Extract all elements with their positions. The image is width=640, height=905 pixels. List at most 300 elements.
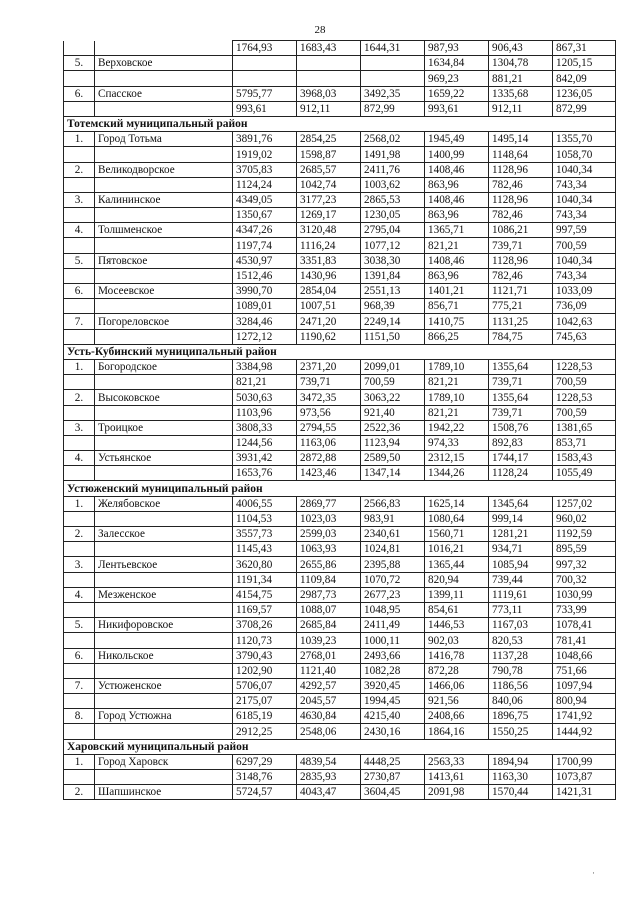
district-header-row — [64, 344, 616, 359]
tariff-value: 1104,53 — [233, 511, 297, 526]
tariff-value: 2869,77 — [297, 496, 361, 511]
row-number: 2. — [64, 390, 95, 405]
table-row — [64, 754, 616, 769]
tariff-value: 3472,35 — [297, 390, 361, 405]
table-row — [64, 56, 616, 71]
row-number: 7. — [64, 314, 95, 329]
tariff-value: 3790,43 — [233, 648, 297, 663]
tariff-value: 1097,94 — [553, 678, 616, 693]
tariff-value: 1381,65 — [553, 420, 616, 435]
tariff-value: 1335,68 — [489, 86, 553, 101]
tariff-value: 1089,01 — [233, 299, 297, 314]
tariff-value: 921,40 — [361, 405, 425, 420]
tariff-value: 1444,92 — [553, 724, 616, 739]
tariff-value: 751,66 — [553, 663, 616, 678]
table-row — [64, 420, 616, 435]
tariff-value: 2430,16 — [361, 724, 425, 739]
tariff-value: 934,71 — [489, 542, 553, 557]
tariff-value: 4839,54 — [297, 754, 361, 769]
tariff-value: 867,31 — [553, 41, 616, 56]
row-number — [64, 724, 95, 739]
tariff-value: 2371,20 — [297, 359, 361, 374]
settlement-name: Никифоровское — [95, 618, 233, 633]
tariff-value: 973,56 — [297, 405, 361, 420]
tariff-value: 700,32 — [553, 572, 616, 587]
tariff-value: 1683,43 — [297, 41, 361, 56]
tariff-value: 1103,96 — [233, 405, 297, 420]
tariff-value: 773,11 — [489, 602, 553, 617]
tariff-value: 856,71 — [425, 299, 489, 314]
tariff-value: 2566,83 — [361, 496, 425, 511]
table-row — [64, 208, 616, 223]
tariff-value: 1078,41 — [553, 618, 616, 633]
tariff-value: 987,93 — [425, 41, 489, 56]
settlement-name — [95, 71, 233, 86]
tariff-value: 3120,48 — [297, 223, 361, 238]
tariff-value: 700,59 — [553, 238, 616, 253]
tariff-value: 1257,02 — [553, 496, 616, 511]
tariff-value: 2175,07 — [233, 694, 297, 709]
tariff-value: 782,46 — [489, 208, 553, 223]
tariff-value: 3620,80 — [233, 557, 297, 572]
tariff-value: 1073,87 — [553, 770, 616, 785]
tariff-value: 1058,70 — [553, 147, 616, 162]
tariff-value: 1653,76 — [233, 466, 297, 481]
tariff-value: 993,61 — [233, 101, 297, 116]
table-row — [64, 147, 616, 162]
tariff-value: 1109,84 — [297, 572, 361, 587]
tariff-value: 781,41 — [553, 633, 616, 648]
table-row — [64, 268, 616, 283]
tariff-value: 2548,06 — [297, 724, 361, 739]
tariff-value — [233, 56, 297, 71]
tariff-value: 881,21 — [489, 71, 553, 86]
tariff-value: 1124,24 — [233, 177, 297, 192]
row-number: 2. — [64, 785, 95, 800]
row-number: 3. — [64, 420, 95, 435]
tariff-value: 1659,22 — [425, 86, 489, 101]
tariff-value: 1894,94 — [489, 754, 553, 769]
tariff-value: 1355,64 — [489, 359, 553, 374]
tariff-value: 2865,53 — [361, 192, 425, 207]
tariff-value: 1741,92 — [553, 709, 616, 724]
settlement-name: Никольское — [95, 648, 233, 663]
tariff-value: 1024,81 — [361, 542, 425, 557]
table-row — [64, 253, 616, 268]
tariff-value: 1048,95 — [361, 602, 425, 617]
tariff-value: 821,21 — [425, 375, 489, 390]
tariff-value: 4448,25 — [361, 754, 425, 769]
tariff-value: 1399,11 — [425, 587, 489, 602]
tariff-value: 1416,78 — [425, 648, 489, 663]
tariff-value: 1304,78 — [489, 56, 553, 71]
tariff-value: 3990,70 — [233, 284, 297, 299]
settlement-name — [95, 405, 233, 420]
tariff-value: 782,46 — [489, 177, 553, 192]
tariff-value: 1408,46 — [425, 192, 489, 207]
settlement-name: Мосеевское — [95, 284, 233, 299]
tariff-value: 1413,61 — [425, 770, 489, 785]
table-row — [64, 405, 616, 420]
row-number: 1. — [64, 359, 95, 374]
tariff-value: 1269,17 — [297, 208, 361, 223]
table-row — [64, 359, 616, 374]
tariff-value: 866,25 — [425, 329, 489, 344]
tariff-value: 1864,16 — [425, 724, 489, 739]
tariff-value: 921,56 — [425, 694, 489, 709]
table-row — [64, 618, 616, 633]
settlement-name — [95, 208, 233, 223]
tariff-value: 4292,57 — [297, 678, 361, 693]
tariff-value: 2522,36 — [361, 420, 425, 435]
settlement-name — [95, 329, 233, 344]
tariff-value: 2249,14 — [361, 314, 425, 329]
tariff-value: 739,71 — [489, 405, 553, 420]
settlement-name: Пятовское — [95, 253, 233, 268]
tariff-value: 2677,23 — [361, 587, 425, 602]
tariff-value: 2685,84 — [297, 618, 361, 633]
table-row — [64, 557, 616, 572]
tariff-value: 1244,56 — [233, 435, 297, 450]
tariff-value: 2340,61 — [361, 527, 425, 542]
tariff-value: 3891,76 — [233, 132, 297, 147]
tariff-value: 3968,03 — [297, 86, 361, 101]
tariff-value: 1137,28 — [489, 648, 553, 663]
tariff-value: 1789,10 — [425, 390, 489, 405]
tariff-value: 2912,25 — [233, 724, 297, 739]
tariff-value: 4006,55 — [233, 496, 297, 511]
tariff-value: 1634,84 — [425, 56, 489, 71]
tariff-value: 3063,22 — [361, 390, 425, 405]
settlement-name: Город Устюжна — [95, 709, 233, 724]
tariff-value: 3038,30 — [361, 253, 425, 268]
tariff-value: 2395,88 — [361, 557, 425, 572]
tariff-value: 1055,49 — [553, 466, 616, 481]
settlement-name — [95, 724, 233, 739]
tariff-value: 912,11 — [489, 101, 553, 116]
settlement-name — [95, 542, 233, 557]
settlement-name — [95, 177, 233, 192]
settlement-name: Верховское — [95, 56, 233, 71]
table-row — [64, 192, 616, 207]
row-number — [64, 405, 95, 420]
tariff-value: 739,71 — [489, 238, 553, 253]
tariff-value: 3384,98 — [233, 359, 297, 374]
row-number — [64, 663, 95, 678]
tariff-value: 743,34 — [553, 177, 616, 192]
settlement-name: Лентьевское — [95, 557, 233, 572]
tariff-value: 1495,14 — [489, 132, 553, 147]
row-number — [64, 268, 95, 283]
tariff-value — [297, 56, 361, 71]
tariff-value: 1508,76 — [489, 420, 553, 435]
tariff-value: 872,99 — [553, 101, 616, 116]
row-number: 3. — [64, 192, 95, 207]
tariff-value: 700,59 — [553, 405, 616, 420]
tariff-value: 4347,26 — [233, 223, 297, 238]
tariff-value: 912,11 — [297, 101, 361, 116]
tariff-value: 743,34 — [553, 208, 616, 223]
tariff-value: 784,75 — [489, 329, 553, 344]
tariff-value: 863,96 — [425, 177, 489, 192]
settlement-name: Устьянское — [95, 451, 233, 466]
table-row — [64, 177, 616, 192]
tariff-value: 2685,57 — [297, 162, 361, 177]
tariff-value: 1491,98 — [361, 147, 425, 162]
tariff-value: 1003,62 — [361, 177, 425, 192]
row-number — [64, 602, 95, 617]
tariff-value: 1421,31 — [553, 785, 616, 800]
tariff-value: 1355,64 — [489, 390, 553, 405]
tariff-value: 2493,66 — [361, 648, 425, 663]
tariff-value: 840,06 — [489, 694, 553, 709]
tariff-value: 3148,76 — [233, 770, 297, 785]
tariff-value: 2854,25 — [297, 132, 361, 147]
tariff-value: 974,33 — [425, 435, 489, 450]
tariff-value: 1942,22 — [425, 420, 489, 435]
tariff-value: 2794,55 — [297, 420, 361, 435]
tariff-value: 1042,63 — [553, 314, 616, 329]
settlement-name: Великодворское — [95, 162, 233, 177]
tariff-value: 999,14 — [489, 511, 553, 526]
district-title: Устюженский муниципальный район — [64, 481, 616, 496]
tariff-value: 1919,02 — [233, 147, 297, 162]
tariff-value: 854,61 — [425, 602, 489, 617]
settlement-name — [95, 572, 233, 587]
row-number — [64, 572, 95, 587]
tariff-value: 1016,21 — [425, 542, 489, 557]
tariff-value: 1000,11 — [361, 633, 425, 648]
settlement-name — [95, 466, 233, 481]
row-number: 6. — [64, 86, 95, 101]
table-row — [64, 770, 616, 785]
tariff-value: 5724,57 — [233, 785, 297, 800]
row-number — [64, 633, 95, 648]
tariff-value: 1202,90 — [233, 663, 297, 678]
row-number: 2. — [64, 162, 95, 177]
tariff-value: 4043,47 — [297, 785, 361, 800]
tariff-value: 1408,46 — [425, 162, 489, 177]
table-row — [64, 284, 616, 299]
tariff-value: 892,83 — [489, 435, 553, 450]
tariff-value: 2045,57 — [297, 694, 361, 709]
tariff-value: 782,46 — [489, 268, 553, 283]
row-number — [64, 694, 95, 709]
settlement-name — [95, 511, 233, 526]
tariff-value: 1128,96 — [489, 162, 553, 177]
district-header-row — [64, 481, 616, 496]
table-row — [64, 41, 616, 56]
tariff-value: 863,96 — [425, 208, 489, 223]
district-title: Усть-Кубинский муниципальный район — [64, 344, 616, 359]
tariff-value: 906,43 — [489, 41, 553, 56]
settlement-name — [95, 375, 233, 390]
tariff-value: 842,09 — [553, 71, 616, 86]
tariff-value: 3557,73 — [233, 527, 297, 542]
tariff-value: 1086,21 — [489, 223, 553, 238]
settlement-name: Толшменское — [95, 223, 233, 238]
row-number — [64, 101, 95, 116]
table-row — [64, 496, 616, 511]
tariff-value: 1700,99 — [553, 754, 616, 769]
settlement-name — [95, 147, 233, 162]
tariff-value: 1408,46 — [425, 253, 489, 268]
tariff-value: 6185,19 — [233, 709, 297, 724]
tariff-value: 2730,87 — [361, 770, 425, 785]
tariff-value: 1040,34 — [553, 192, 616, 207]
tariff-value: 1896,75 — [489, 709, 553, 724]
tariff-value: 993,61 — [425, 101, 489, 116]
tariff-value: 960,02 — [553, 511, 616, 526]
tariff-value: 1512,46 — [233, 268, 297, 283]
scan-mark: · — [592, 868, 595, 878]
tariff-value: 6297,29 — [233, 754, 297, 769]
row-number: 5. — [64, 253, 95, 268]
tariff-value: 1148,64 — [489, 147, 553, 162]
row-number — [64, 147, 95, 162]
row-number — [64, 177, 95, 192]
tariff-value: 3492,35 — [361, 86, 425, 101]
tariff-value: 1120,73 — [233, 633, 297, 648]
tariff-value: 2655,86 — [297, 557, 361, 572]
tariff-value: 775,21 — [489, 299, 553, 314]
tariff-value: 872,99 — [361, 101, 425, 116]
settlement-name: Мезженское — [95, 587, 233, 602]
row-number — [64, 299, 95, 314]
tariff-value: 1085,94 — [489, 557, 553, 572]
table-row — [64, 678, 616, 693]
tariff-value: 1163,30 — [489, 770, 553, 785]
tariff-value: 1446,53 — [425, 618, 489, 633]
tariff-value: 700,59 — [361, 375, 425, 390]
settlement-name — [95, 663, 233, 678]
tariff-value: 997,59 — [553, 223, 616, 238]
tariff-value: 1082,28 — [361, 663, 425, 678]
tariff-value: 902,03 — [425, 633, 489, 648]
tariff-value: 1070,72 — [361, 572, 425, 587]
tariff-value: 1042,74 — [297, 177, 361, 192]
settlement-name: Высоковское — [95, 390, 233, 405]
row-number: 4. — [64, 223, 95, 238]
tariff-value: 1272,12 — [233, 329, 297, 344]
tariff-value: 3284,46 — [233, 314, 297, 329]
settlement-name: Город Тотьма — [95, 132, 233, 147]
table-row — [64, 86, 616, 101]
tariff-value: 733,99 — [553, 602, 616, 617]
tariff-value: 1063,93 — [297, 542, 361, 557]
table-row — [64, 602, 616, 617]
tariff-value: 1040,34 — [553, 253, 616, 268]
tariff-value: 3808,33 — [233, 420, 297, 435]
tariff-value: 1583,43 — [553, 451, 616, 466]
tariff-value: 1151,50 — [361, 329, 425, 344]
settlement-name: Шапшинское — [95, 785, 233, 800]
table-row — [64, 223, 616, 238]
tariff-value: 700,59 — [553, 375, 616, 390]
tariff-value: 4215,40 — [361, 709, 425, 724]
table-row — [64, 785, 616, 800]
table-row — [64, 587, 616, 602]
tariff-table — [63, 40, 616, 800]
tariff-value: 1128,24 — [489, 466, 553, 481]
page-number: 28 — [314, 24, 326, 36]
tariff-value: 2471,20 — [297, 314, 361, 329]
tariff-value: 1345,64 — [489, 496, 553, 511]
table-row — [64, 633, 616, 648]
row-number: 3. — [64, 557, 95, 572]
row-number: 5. — [64, 618, 95, 633]
tariff-value: 1410,75 — [425, 314, 489, 329]
tariff-table-body — [64, 41, 616, 800]
district-header-row — [64, 116, 616, 131]
tariff-value: 983,91 — [361, 511, 425, 526]
settlement-name: Город Харовск — [95, 754, 233, 769]
tariff-value: 1192,59 — [553, 527, 616, 542]
tariff-value: 3351,83 — [297, 253, 361, 268]
row-number: 1. — [64, 754, 95, 769]
tariff-value: 2987,73 — [297, 587, 361, 602]
row-number — [64, 466, 95, 481]
tariff-value: 820,94 — [425, 572, 489, 587]
tariff-value: 1145,43 — [233, 542, 297, 557]
tariff-value: 1030,99 — [553, 587, 616, 602]
tariff-value: 1121,40 — [297, 663, 361, 678]
tariff-value: 821,21 — [425, 405, 489, 420]
tariff-value: 1131,25 — [489, 314, 553, 329]
row-number — [64, 511, 95, 526]
tariff-value: 1197,74 — [233, 238, 297, 253]
settlement-name — [95, 633, 233, 648]
tariff-value: 2411,76 — [361, 162, 425, 177]
tariff-value: 2854,04 — [297, 284, 361, 299]
tariff-value: 4154,75 — [233, 587, 297, 602]
row-number — [64, 208, 95, 223]
table-row — [64, 694, 616, 709]
tariff-value: 2408,66 — [425, 709, 489, 724]
settlement-name — [95, 238, 233, 253]
tariff-value: 3604,45 — [361, 785, 425, 800]
tariff-value: 1080,64 — [425, 511, 489, 526]
tariff-value: 853,71 — [553, 435, 616, 450]
row-number — [64, 238, 95, 253]
tariff-value: 820,53 — [489, 633, 553, 648]
tariff-value: 2091,98 — [425, 785, 489, 800]
table-row — [64, 648, 616, 663]
tariff-value: 1190,62 — [297, 329, 361, 344]
tariff-value: 1598,87 — [297, 147, 361, 162]
tariff-value: 1077,12 — [361, 238, 425, 253]
tariff-value: 1128,96 — [489, 253, 553, 268]
row-number — [64, 71, 95, 86]
tariff-value: 4530,97 — [233, 253, 297, 268]
tariff-value: 1401,21 — [425, 284, 489, 299]
table-row — [64, 451, 616, 466]
tariff-value: 3708,26 — [233, 618, 297, 633]
tariff-value: 2589,50 — [361, 451, 425, 466]
tariff-value: 1048,66 — [553, 648, 616, 663]
tariff-value: 821,21 — [425, 238, 489, 253]
tariff-value: 895,59 — [553, 542, 616, 557]
settlement-name: Богородское — [95, 359, 233, 374]
tariff-value: 1228,53 — [553, 390, 616, 405]
tariff-value: 1945,49 — [425, 132, 489, 147]
row-number — [64, 435, 95, 450]
tariff-value: 5795,77 — [233, 86, 297, 101]
tariff-value: 4630,84 — [297, 709, 361, 724]
tariff-value: 1169,57 — [233, 602, 297, 617]
tariff-value: 1033,09 — [553, 284, 616, 299]
tariff-value: 1116,24 — [297, 238, 361, 253]
